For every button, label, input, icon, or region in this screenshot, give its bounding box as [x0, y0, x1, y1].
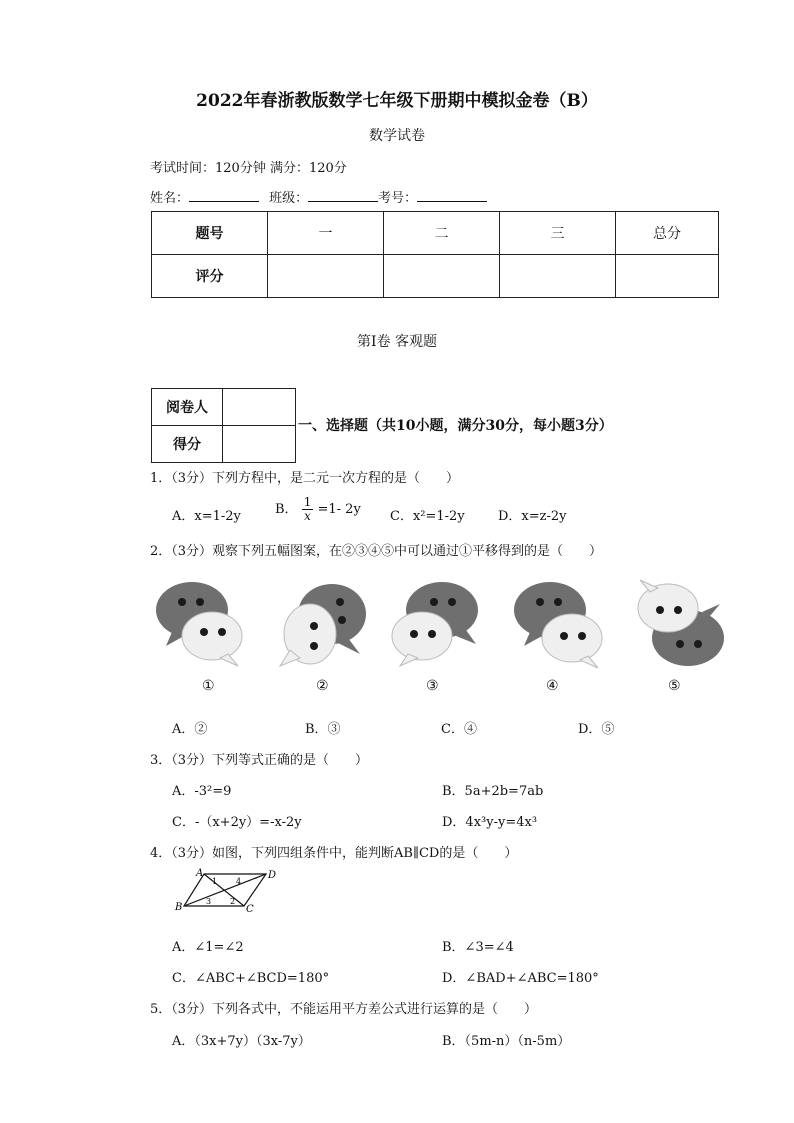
score-row-label: 评分 [152, 255, 268, 298]
number-label: 考号： [378, 191, 418, 206]
q1-option-d[interactable]: D．x=z-2y [498, 509, 567, 524]
q1-fraction-numerator: 1 [303, 495, 312, 509]
q2-option-b[interactable]: B．③ [305, 722, 341, 737]
q2-option-d[interactable]: D．⑤ [578, 722, 615, 737]
grader-table [151, 388, 296, 463]
name-field[interactable] [189, 187, 259, 202]
q3-option-d[interactable]: D．4x³y-y=4x³ [442, 815, 538, 830]
reviewer-cell[interactable] [223, 389, 296, 426]
exam-info: 考试时间：120分钟 满分：120分 [150, 161, 347, 176]
q4-option-d[interactable]: D．∠BAD+∠ABC=180° [442, 971, 599, 986]
figure-label-2: ② [316, 678, 329, 694]
figure-label-4: ④ [546, 678, 559, 694]
score-header-cell: 总分 [616, 212, 719, 255]
name-label: 姓名： [150, 191, 190, 206]
figure-label-5: ⑤ [668, 678, 681, 694]
q1-option-b-prefix: B． [275, 502, 298, 517]
score-cell[interactable] [500, 255, 616, 298]
section-title: 第Ⅰ卷 客观题 [357, 334, 437, 350]
parallelogram-figure [174, 866, 278, 914]
figure-point-a: A [196, 868, 204, 879]
exam-subtitle: 数学试卷 [369, 128, 425, 144]
figure-label-1: ① [202, 678, 215, 694]
figure-point-d: D [268, 870, 277, 881]
angle-label-4: 4 [236, 877, 242, 886]
q4-option-c[interactable]: C．∠ABC+∠BCD=180° [172, 971, 330, 986]
q4-option-a[interactable]: A．∠1=∠2 [172, 940, 244, 955]
chat-bubble-figure-1 [152, 580, 248, 670]
q1-fraction [302, 496, 314, 523]
score-header-cell: 二 [384, 212, 500, 255]
q1-option-b-suffix: =1- 2y [317, 502, 361, 517]
angle-label-3: 3 [206, 897, 212, 906]
angle-label-2: 2 [230, 897, 236, 906]
q3-stem: 3．（3分）下列等式正确的是（ ） [150, 753, 369, 768]
score-table-header-row [152, 212, 719, 255]
score-header-cell: 一 [268, 212, 384, 255]
q2-option-a[interactable]: A．② [172, 722, 208, 737]
q5-option-a[interactable]: A．（3x+7y）（3x-7y） [172, 1034, 311, 1049]
grader-score-label: 得分 [152, 426, 223, 463]
figure-label-3: ③ [426, 678, 439, 694]
score-table-score-row [152, 255, 719, 298]
q4-stem: 4．（3分）如图，下列四组条件中，能判断AB∥CD的是（ ） [150, 846, 518, 861]
reviewer-label: 阅卷人 [152, 389, 223, 426]
q3-option-c[interactable]: C．-（x+2y）=-x-2y [172, 815, 302, 830]
part-one-title: 一、选择题（共10小题，满分30分，每小题3分） [298, 418, 613, 434]
q5-option-b[interactable]: B．（5m-n）（n-5m） [442, 1034, 571, 1049]
figure-point-b: B [175, 902, 183, 913]
q3-option-a[interactable]: A．-3²=9 [172, 784, 232, 799]
class-label: 班级： [269, 191, 309, 206]
chat-bubble-figure-5 [632, 578, 730, 670]
score-header-cell: 题号 [152, 212, 268, 255]
grader-score-cell[interactable] [223, 426, 296, 463]
q5-stem: 5．（3分）下列各式中，不能运用平方差公式进行运算的是（ ） [150, 1002, 538, 1017]
score-cell[interactable] [268, 255, 384, 298]
number-field[interactable] [417, 187, 487, 202]
score-table [151, 211, 719, 298]
q3-option-b[interactable]: B．5a+2b=7ab [442, 784, 544, 799]
student-info-line [150, 187, 487, 206]
score-cell[interactable] [384, 255, 500, 298]
q1-option-a[interactable]: A．x=1-2y [172, 509, 241, 524]
score-cell[interactable] [616, 255, 719, 298]
score-header-cell: 三 [500, 212, 616, 255]
exam-title: 2022年春浙教版数学七年级下册期中模拟金卷（B） [196, 91, 598, 111]
q1-stem: 1．（3分）下列方程中，是二元一次方程的是（ ） [150, 471, 460, 486]
q1-option-c[interactable]: C．x²=1-2y [390, 509, 465, 524]
figure-point-c: C [246, 904, 254, 914]
chat-bubble-figure-2 [276, 578, 372, 670]
class-field[interactable] [308, 187, 378, 202]
chat-bubble-figure-4 [510, 580, 606, 670]
q2-option-c[interactable]: C．④ [441, 722, 477, 737]
angle-label-1: 1 [212, 877, 218, 886]
chat-bubble-figure-3 [388, 580, 484, 670]
q4-option-b[interactable]: B．∠3=∠4 [442, 940, 514, 955]
q1-fraction-denominator: x [304, 509, 311, 523]
q1-option-b[interactable] [275, 496, 361, 523]
q2-stem: 2．（3分）观察下列五幅图案，在②③④⑤中可以通过①平移得到的是（ ） [150, 544, 603, 559]
